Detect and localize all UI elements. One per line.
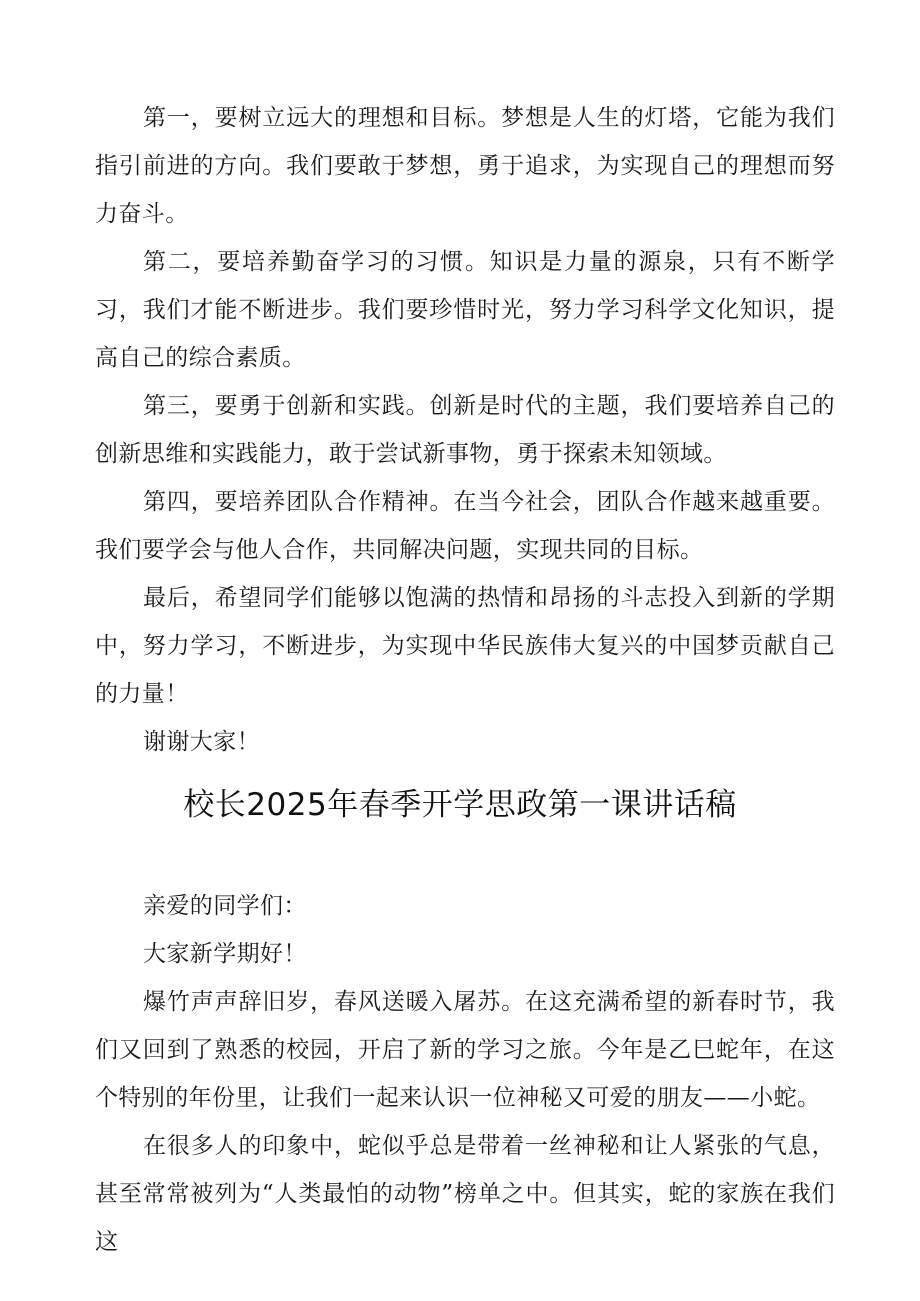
paragraph-greeting: 大家新学期好！ [143, 941, 307, 967]
speech-ending-section [95, 94, 835, 766]
paragraph-snake: 在很多人的印象中，蛇似乎总是带着一丝神秘和让人紧张的气息，甚至常常被列为“人类最怕的动物”榜单之中。但其实，蛇的家族在我们这 [95, 1133, 835, 1255]
speech-title: 校长2025年春季开学思政第一课讲话稿 [183, 787, 737, 823]
paragraph-point-two: 第二，要培养勤奋学习的习惯。知识是力量的源泉，只有不断学习，我们才能不断进步。我们要珍惜时光，努力学习科学文化知识，提高自己的综合素质。 [95, 249, 835, 371]
paragraph-thanks: 谢谢大家！ [143, 729, 260, 755]
speech-body-section [95, 882, 835, 1266]
paragraph-closing: 最后，希望同学们能够以饱满的热情和昂扬的斗志投入到新的学期中，努力学习，不断进步，为实现中华民族伟大复兴的中国梦贡献自己的力量！ [95, 585, 835, 707]
paragraph-point-one: 第一，要树立远大的理想和目标。梦想是人生的灯塔，它能为我们指引前进的方向。我们要敢于梦想，勇于追求，为实现自己的理想而努力奋斗。 [95, 105, 835, 227]
paragraph-point-three: 第三，要勇于创新和实践。创新是时代的主题，我们要培养自己的创新思维和实践能力，敢于尝试新事物，勇于探索未知领域。 [95, 393, 835, 467]
paragraph-intro: 爆竹声声辞旧岁，春风送暖入屠苏。在这充满希望的新春时节，我们又回到了熟悉的校园，开启了新的学习之旅。今年是乙巳蛇年，在这个特别的年份里，让我们一起来认识一位神秘又可爱的朋友——小蛇。 [95, 989, 835, 1111]
paragraph-salutation: 亲爱的同学们： [143, 893, 307, 919]
paragraph-point-four: 第四，要培养团队合作精神。在当今社会，团队合作越来越重要。我们要学会与他人合作，共同解决问题，实现共同的目标。 [95, 489, 835, 563]
